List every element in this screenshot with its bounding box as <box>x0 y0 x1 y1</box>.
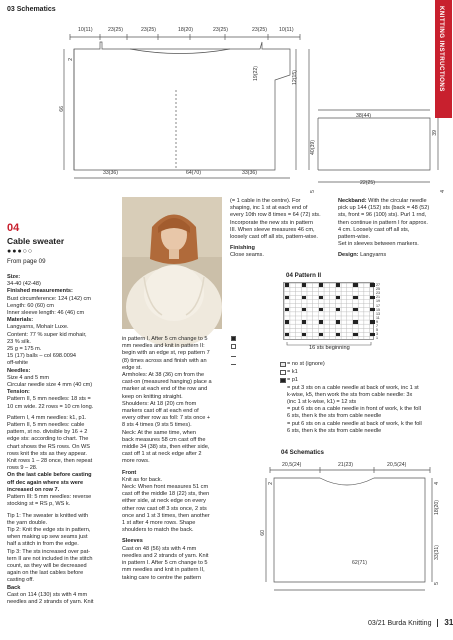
armholes-line: Armholes: At 38 (36) cm from the <box>122 372 205 379</box>
back-line: Cast on 114 (130) sts with 4 mm <box>7 591 88 598</box>
top-dim-3: 23(25) <box>141 27 156 33</box>
front-line: Knit as for back. <box>122 476 163 483</box>
neck-line: cast off 1 st at neck edge after 2 <box>122 451 202 458</box>
chart-row-number: 23 <box>376 291 380 296</box>
chart-cell <box>285 296 290 299</box>
neckband-line: then continue in pattern I for approx. <box>338 219 428 226</box>
text-line: loosely cast off all sts, pattern-wise. <box>230 234 318 241</box>
mid-b-dim: 12(15) <box>292 70 298 85</box>
chart-cell <box>370 320 375 323</box>
bottom-right-b-dim: 18(20) <box>434 500 440 515</box>
pattern-2-line: chart shows the RS rows. On WS <box>7 443 90 450</box>
chart-cell <box>319 308 324 311</box>
chart-cell <box>353 283 358 286</box>
chart-cell <box>353 320 358 323</box>
bottom-top-dim-1: 20,5(24) <box>282 462 302 468</box>
legend-text: = put 3 sts on a cable needle at back of work, inc 1 st k-wise, k5, then work the sts from cable needle: 3x (inc 1 st k-wise, k1) = 12 sts <box>287 385 419 405</box>
footer-issue: 03/21 <box>368 620 386 627</box>
chart-row-number: 27 <box>376 283 380 287</box>
text-line: mm needles and knit in pattern II: <box>122 343 205 350</box>
pattern-2-line: rows 9 – 28. <box>7 465 38 472</box>
tip-line: the yarn double. <box>7 519 48 526</box>
sleeve-height-dim: 39 <box>432 130 438 136</box>
chart-row-number: 7 <box>376 324 378 328</box>
legend-glyph-cable-front <box>231 344 236 349</box>
footer <box>368 618 453 627</box>
front-line: shoulders to match the back. <box>122 527 194 534</box>
fm-line: Length: 60 (60) cm <box>7 302 54 309</box>
neckband-line: sts, front = 96 (100) sts). Purl 1 rnd, <box>338 212 427 219</box>
text-line: edge st. <box>122 364 142 371</box>
chart-cell <box>319 333 324 336</box>
sleeve-small-dim: 4 <box>440 190 446 193</box>
chart-cell <box>302 283 307 286</box>
chart-repeat-label: 16 sts beginning <box>309 345 350 351</box>
needles-line: Circular needle size 4 mm (40 cm) <box>7 382 93 389</box>
bottom-schematic-title: 04 Schematics <box>281 449 324 456</box>
chart-cell <box>336 296 341 299</box>
text-line: every 10th row 8 times = 64 (72) sts. <box>230 212 321 219</box>
legend-text: = put 6 sts on a cable needle in front of work, k the foll 6 sts, then k the sts from cable needle <box>287 406 421 419</box>
chart-cell <box>336 308 341 311</box>
sleeve-top-dim: 38(44) <box>356 113 371 119</box>
sleeves-label: Sleeves <box>122 538 143 545</box>
front-line: 1 st after 4 more rows. Shape <box>122 520 196 527</box>
tip-line: Tip 2: Knit the edge sts in pattern, <box>7 526 91 533</box>
pattern-2-line: Pattern II, 5 mm needles: cable <box>7 422 85 429</box>
chart-cell <box>370 296 375 299</box>
chart-row-number: 1 <box>376 336 378 341</box>
front-line: either side, at neck edge on every <box>122 498 206 505</box>
chart-grid <box>283 282 374 340</box>
side-tab-label: KNITTING INSTRUCTIONS <box>438 6 445 92</box>
top-dim-4: 18(20) <box>178 27 193 33</box>
size-label: Size: <box>7 274 21 280</box>
chart-cell <box>319 320 324 323</box>
shoulders-line: Shoulders: At 18 (20) cm from <box>122 400 197 407</box>
model-photo <box>122 197 222 329</box>
front-line: other row cast off 3 sts once, 2 sts <box>122 505 207 512</box>
footer-divider <box>437 619 438 627</box>
top-dim-7: 10(11) <box>279 27 294 33</box>
legend-symbol-p1 <box>280 378 286 383</box>
legend-row <box>287 421 432 436</box>
model-photo-illustration <box>122 197 222 329</box>
neckband-line: pick up 144 (152) sts (back = 48 (52) <box>338 205 430 212</box>
left-height-dim: 66 <box>59 106 65 112</box>
chart-row-number: 21 <box>376 295 380 300</box>
top-dim-5: 23(25) <box>213 27 228 33</box>
neckband-line: pattern-wise. <box>338 234 371 241</box>
tip-line: when making up sew seams just <box>7 534 88 541</box>
neck-line: back measures 58 cm cast off the <box>122 436 206 443</box>
chart-cell <box>285 333 290 336</box>
footer-page: 31 <box>444 618 453 627</box>
text-line: (8) times across and finish with an <box>122 357 207 364</box>
chart-cell <box>302 308 307 311</box>
chart-cell <box>370 308 375 311</box>
shoulders-line: markers cast off at each end of <box>122 408 199 415</box>
tip-line: half a stitch in from the edge. <box>7 541 79 548</box>
chart-row-number: 19 <box>376 299 380 304</box>
bottom-right-a-dim: 4 <box>434 482 440 485</box>
fm-line: Inner sleeve length: 46 (46) cm <box>7 310 85 317</box>
finishing-text: Close seams. <box>230 252 264 259</box>
last-cable-line: off dec again where sts were <box>7 479 84 486</box>
pattern-3-line: stocking st = RS p, WS k. <box>7 501 71 508</box>
chart-cell <box>336 333 341 336</box>
text-line: shaping, inc 1 st at each end of <box>230 205 308 212</box>
front-line: Neck: When front measures 51 cm <box>122 484 209 491</box>
chart-cell <box>302 320 307 323</box>
tip-line: casting off. <box>7 577 34 584</box>
chart-cell <box>353 333 358 336</box>
tip-line: Tip 3: The sts increased over pat- <box>7 548 91 555</box>
last-cable-line: On the last cable before casting <box>7 472 92 479</box>
tip-line: again on the last cables before <box>7 570 84 577</box>
design-value: Langyarns <box>360 252 387 259</box>
tension-line: 10 cm wide. 22 rows = 10 cm long. <box>7 403 94 410</box>
neck-line: Neck: At the same time, when <box>122 429 196 436</box>
chart-cell <box>302 333 307 336</box>
footer-magazine: Burda Knitting <box>387 620 432 627</box>
tension-label: Tension: <box>7 389 30 396</box>
top-dim-6: 23(25) <box>252 27 267 33</box>
pattern-number: 04 <box>7 222 20 234</box>
pattern-2-line: edge sts: according to chart. The <box>7 436 89 443</box>
sleeves-line: in pattern I. After 5 cm change to 5 <box>122 560 208 567</box>
pattern-2-line: rows knit the sts as they appear. <box>7 450 87 457</box>
last-cable-line: increased on row 7. <box>7 486 60 493</box>
bottom-top-dim-3: 20,5(24) <box>387 462 407 468</box>
bottom-mid-dim: 64(70) <box>186 170 201 176</box>
materials-line: 23 % silk. <box>7 338 31 345</box>
text-line: III. When sleeve measures 46 cm, <box>230 226 315 233</box>
neckband-label: Neckband: <box>338 198 367 204</box>
chart-row-number: 11 <box>376 315 380 320</box>
materials-line: Langyarns, Mohair Luxe. <box>7 324 69 331</box>
legend-text: = p1 <box>287 377 299 383</box>
chart-cell <box>285 283 290 286</box>
top-dim-2: 23(25) <box>108 27 123 33</box>
bottom-top-dim-2: 21(23) <box>338 462 353 468</box>
front-label: Front <box>122 469 137 476</box>
mid-a-dim: 19(22) <box>253 66 259 81</box>
chart-row-number: 3 <box>376 332 378 337</box>
finishing-label: Finishing <box>230 245 255 252</box>
schematic-bottom-lines <box>0 440 452 600</box>
section-header: 03 Schematics <box>7 6 56 13</box>
text-line: in pattern I. After 5 cm change to 5 <box>122 336 208 342</box>
difficulty-rating: ●●●○○ <box>7 248 34 255</box>
sleeve-bottom-dim: 22(25) <box>360 180 375 186</box>
chart-row-number: 25 <box>376 287 380 292</box>
chart-title: 04 Pattern II <box>286 272 322 279</box>
front-line: cast off the middle 18 (22) sts, then <box>122 491 210 498</box>
legend-text: = no st (ignore) <box>287 361 325 367</box>
chart-cell <box>319 296 324 299</box>
legend-row <box>287 406 432 421</box>
chart-cell <box>302 296 307 299</box>
chart-row-number: 9 <box>376 319 378 324</box>
sleeves-line: needles and 2 strands of yarn. Knit <box>122 552 209 559</box>
bottom-left-height-dim: 60 <box>260 530 266 536</box>
sleeves-line: mm needles and knit in pattern II, <box>122 567 205 574</box>
top-dim-1: 10(11) <box>78 27 93 33</box>
chart-cell <box>370 283 375 286</box>
shoulders-line: 8 sts 4 times (9 sts 5 times). <box>122 422 192 429</box>
column-3-text <box>230 198 345 260</box>
bottom-left-small-dim: 2 <box>268 482 274 485</box>
armholes-line: keep on knitting straight. <box>122 393 183 400</box>
text-line: (= 1 cable in the centre). For <box>230 198 301 204</box>
text-line: begin with an edge st, rep pattern 7 <box>122 350 210 357</box>
legend-symbol-no-st <box>280 362 286 367</box>
tension-line: Pattern II, 5 mm needles: 18 sts = <box>7 396 91 403</box>
pattern-2-line: pattern, st no. divisible by 16 + 2 <box>7 429 88 436</box>
tip-line: count, as they will be decreased <box>7 562 87 569</box>
bottom-right-d-dim: 5 <box>434 582 440 585</box>
legend-row <box>287 385 432 407</box>
chart-cell <box>336 283 341 286</box>
sleeves-line: taking care to centre the pattern <box>122 574 201 581</box>
tip-line: Tip 1: The sweater is knitted with <box>7 512 89 519</box>
chart-row-number: 15 <box>376 307 380 312</box>
materials-line: off-white <box>7 360 29 367</box>
materials-line: 25 g = 175 m. <box>7 346 42 353</box>
pattern-title: Cable sweater <box>7 236 65 246</box>
chart-row-number: 17 <box>376 303 380 308</box>
legend-symbol-k1 <box>280 370 286 375</box>
fm-line: Bust circumference: 124 (142) cm <box>7 295 91 302</box>
sleeves-line: Cast on 48 (56) sts with 4 mm <box>122 545 197 552</box>
needles-line: Size 4 and 5 mm <box>7 374 49 381</box>
right-b-dim: 5 <box>310 190 316 193</box>
chart-cell <box>353 308 358 311</box>
neckband-line: Set in sleeves between markers. <box>338 241 419 248</box>
design-label: Design: <box>338 252 359 259</box>
back-line: needles and 2 strands of yarn. Knit <box>7 598 94 605</box>
fm-label: Finished measurements: <box>7 288 73 295</box>
chart-cell <box>336 320 341 323</box>
text-line: Incorporate the new sts in pattern <box>230 219 314 226</box>
shoulders-line: every other row as foll: 7 sts once + <box>122 415 211 422</box>
front-line: once and 1 st 3 times, then another <box>122 512 210 519</box>
column-4-text <box>338 198 434 260</box>
legend-glyph-cable-back <box>231 336 236 341</box>
materials-line: 15 (17) balls – col 698.0094 <box>7 353 77 360</box>
neckband-line: With the circular needle <box>368 198 427 204</box>
armholes-line: marker at each end of the row and <box>122 386 208 393</box>
neck-line: middle 34 (38) sts, then either side, <box>122 444 210 451</box>
right-a-dim: 40(39) <box>310 140 316 155</box>
chart-cell <box>370 333 375 336</box>
materials-line: Content: 77 % super kid mohair, <box>7 331 87 338</box>
legend-glyph-cable-back-2 <box>231 352 236 357</box>
bottom-right-c-dim: 33(31) <box>434 545 440 560</box>
neckband-line: 4 cm. Loosely cast off all sts, <box>338 226 410 233</box>
chart-row-number: 5 <box>376 328 378 333</box>
chart-cell <box>353 296 358 299</box>
chart-row-number: 13 <box>376 311 380 316</box>
pattern-1-text: Pattern I, 4 mm needles: k1, p1. <box>7 414 87 421</box>
chart-cell <box>285 308 290 311</box>
bottom-left-dim: 33(36) <box>103 170 118 176</box>
bottom-right-dim: 33(36) <box>242 170 257 176</box>
from-page: From page 09 <box>7 258 46 265</box>
armholes-line: cast-on (measured hanging) place a <box>122 379 212 386</box>
left-small-dim: 2 <box>68 58 74 61</box>
legend-text: = put 6 sts on a cable needle at back of work, k the foll 6 sts, then k the sts from cable needle <box>287 421 422 434</box>
chart-cell <box>285 320 290 323</box>
tip-line: tern II are not included in the stitch <box>7 555 93 562</box>
back-label: Back <box>7 584 21 591</box>
neck-line: more rows. <box>122 458 150 465</box>
legend-glyph-cable-4 <box>231 360 236 365</box>
chart-cell <box>319 283 324 286</box>
legend-text: = k1 <box>287 369 298 375</box>
needles-label: Needles: <box>7 367 31 374</box>
pattern-3-line: Pattern III: 5 mm needles: reverse <box>7 494 92 501</box>
size-value: 34-40 (42-48) <box>7 281 41 288</box>
pattern-2-line: Knit rows 1 – 28 once, then repeat <box>7 458 93 465</box>
materials-label: Materials: <box>7 317 34 324</box>
bottom-width-dim: 62(71) <box>352 560 367 566</box>
